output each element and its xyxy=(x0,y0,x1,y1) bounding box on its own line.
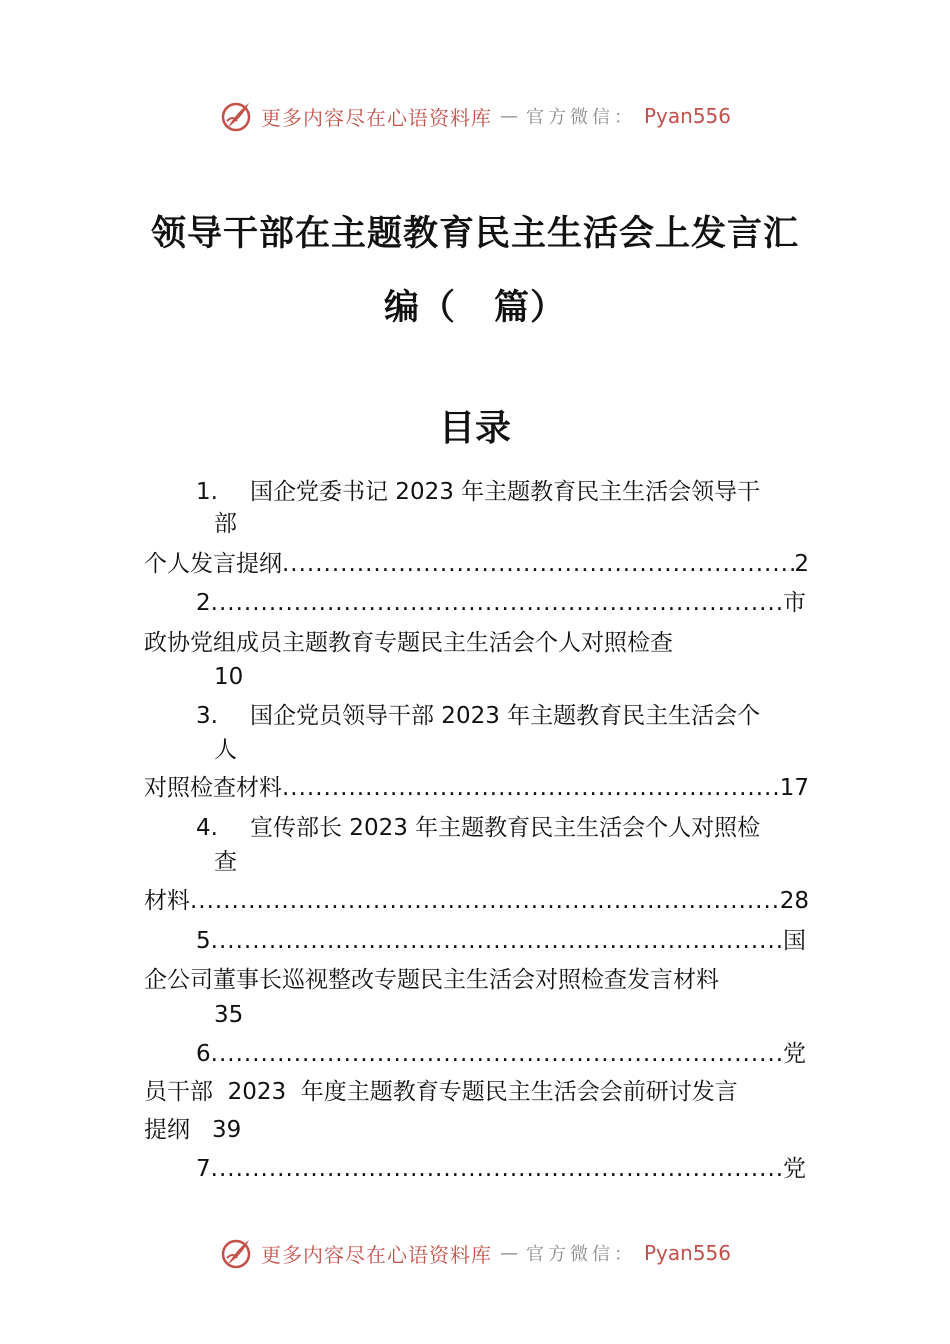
toc-entry-6-page: 39 xyxy=(212,1117,242,1143)
toc-entry-3-leader[interactable] xyxy=(144,770,809,806)
watermark-official-label: 官方微信： xyxy=(525,1244,636,1265)
quill-pen-logo-icon xyxy=(219,99,253,133)
toc-dot-leader xyxy=(282,770,780,806)
toc-entry-4-page: 28 xyxy=(779,888,809,914)
toc-dot-leader xyxy=(211,923,783,959)
toc-entry-6-text[interactable]: 员干部 2023 年度主题教育专题民主生活会会前研讨发言 xyxy=(144,1079,738,1105)
toc-dot-leader xyxy=(211,1036,783,1072)
watermark-separator: — xyxy=(499,105,518,127)
toc-dot-leader xyxy=(190,883,780,919)
toc-entry-5-text-start: 国 xyxy=(783,928,806,954)
document-title-line-2 xyxy=(0,280,950,330)
toc-entry-3-page: 17 xyxy=(779,775,809,801)
toc-heading: 目录 xyxy=(438,407,511,449)
toc-entry-2-text-start: 市 xyxy=(783,590,806,616)
quill-pen-logo-icon xyxy=(219,1236,253,1270)
watermark-separator: — xyxy=(499,1242,518,1264)
toc-entry-2-page: 10 xyxy=(214,664,244,690)
toc-entry-6-text-cont: 提纲 xyxy=(144,1117,190,1143)
toc-entry-7-leader[interactable] xyxy=(196,1151,806,1187)
toc-entry-3-number: 3. xyxy=(196,703,218,729)
toc-entry-2-leader[interactable] xyxy=(196,585,806,621)
watermark-footer xyxy=(0,1233,950,1273)
watermark-header xyxy=(0,96,950,136)
toc-entry-6-subtitle[interactable] xyxy=(144,1112,241,1148)
document-title-line-1: 领导干部在主题教育民主生活会上发言汇 xyxy=(150,213,799,254)
toc-entry-3-subtitle: 对照检查材料 xyxy=(144,775,282,801)
toc-entry-1-text-cont[interactable]: 部 xyxy=(214,511,237,537)
toc-entry-5-number: 5 xyxy=(196,928,211,954)
toc-entry-6-number: 6 xyxy=(196,1041,211,1067)
toc-entry-3-text-cont[interactable]: 人 xyxy=(214,737,237,763)
toc-entry-5-leader[interactable] xyxy=(196,923,806,959)
toc-entry-5-page: 35 xyxy=(214,1002,244,1028)
document-title-part-a: 编（ xyxy=(383,287,456,328)
toc-entry-4-text[interactable]: 宣传部长 2023 年主题教育民主生活会个人对照检 xyxy=(250,815,761,841)
watermark-wechat-id: Pyan556 xyxy=(643,104,731,128)
toc-dot-leader xyxy=(211,585,783,621)
toc-entry-1-number: 1. xyxy=(196,479,218,505)
watermark-wechat-id: Pyan556 xyxy=(643,1241,731,1265)
toc-entry-1-page: 2 xyxy=(794,551,809,577)
toc-entry-1-text[interactable]: 国企党委书记 2023 年主题教育民主生活会领导干 xyxy=(250,479,761,505)
toc-entry-1-subtitle: 个人发言提纲 xyxy=(144,551,282,577)
watermark-name: 更多内容尽在心语资料库 xyxy=(260,1242,492,1267)
toc-entry-4-subtitle: 材料 xyxy=(144,888,190,914)
toc-entry-5-text[interactable]: 企公司董事长巡视整改专题民主生活会对照检查发言材料 xyxy=(144,967,719,993)
document-title-part-b: 篇） xyxy=(494,287,567,328)
toc-entry-4-number: 4. xyxy=(196,815,218,841)
toc-entry-2-number: 2 xyxy=(196,590,211,616)
toc-dot-leader xyxy=(211,1151,783,1187)
toc-entry-6-leader[interactable] xyxy=(196,1036,806,1072)
toc-dot-leader xyxy=(282,546,794,582)
toc-entry-4-text-cont[interactable]: 查 xyxy=(214,849,237,875)
toc-entry-2-text[interactable]: 政协党组成员主题教育专题民主生活会个人对照检查 xyxy=(144,630,673,656)
toc-entry-7-number: 7 xyxy=(196,1156,211,1182)
watermark-name: 更多内容尽在心语资料库 xyxy=(260,105,492,130)
toc-entry-6-text-start: 党 xyxy=(783,1041,806,1067)
watermark-official-label: 官方微信： xyxy=(525,107,636,128)
toc-entry-3-text[interactable]: 国企党员领导干部 2023 年主题教育民主生活会个 xyxy=(250,703,761,729)
toc-entry-7-text-start: 党 xyxy=(783,1156,806,1182)
toc-entry-1-leader[interactable] xyxy=(144,546,809,582)
toc-entry-4-leader[interactable] xyxy=(144,883,809,919)
